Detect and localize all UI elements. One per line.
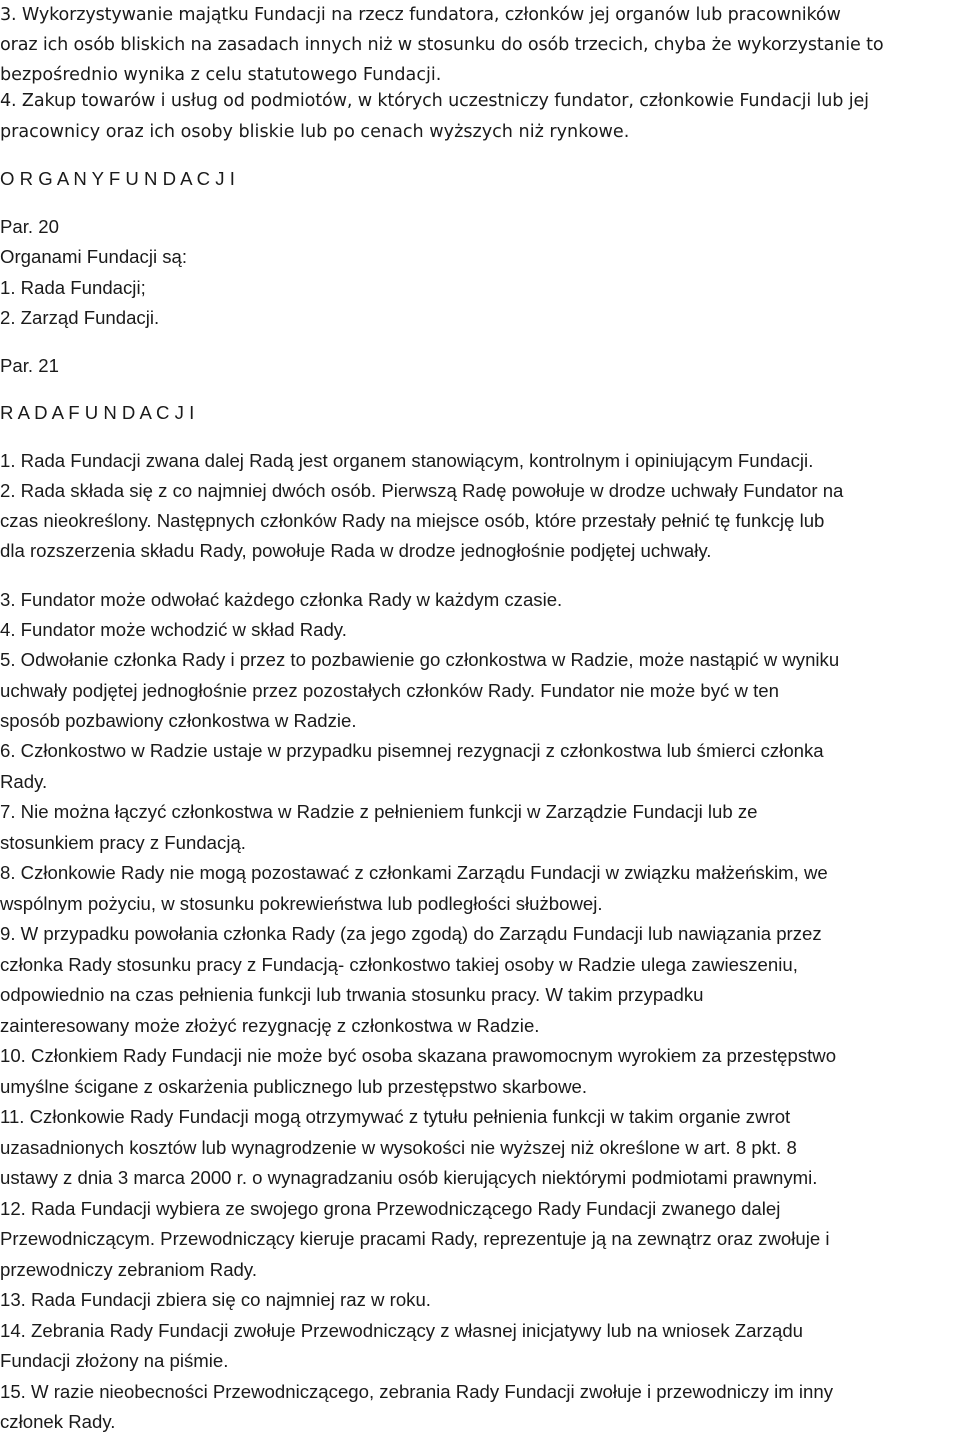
text-line: 8. Członkowie Rady nie mogą pozostawać z członkami Zarządu Fundacji w związku małżeńskim, we <box>0 862 828 883</box>
text-line: 12. Rada Fundacji wybiera ze swojego grona Przewodniczącego Rady Fundacji zwanego dalej <box>0 1198 781 1219</box>
text-line: dla rozszerzenia składu Rady, powołuje Rada w drodze jednogłośnie podjętej uchwały. <box>0 540 712 561</box>
text-line: 9. W przypadku powołania członka Rady (za jego zgodą) do Zarządu Fundacji lub nawiązania przez <box>0 923 822 944</box>
text-line: 4. Fundator może wchodzić w skład Rady. <box>0 619 347 640</box>
text-line: Przewodniczącym. Przewodniczący kieruje pracami Rady, reprezentuje ją na zewnątrz oraz zwołuje i <box>0 1228 830 1249</box>
text-line: 10. Członkiem Rady Fundacji nie może być osoba skazana prawomocnym wyrokiem za przestępstwo <box>0 1045 837 1066</box>
text-line: 3. Fundator może odwołać każdego członka Rady w każdym czasie. <box>0 589 563 610</box>
list-item: 1. Rada Fundacji; <box>0 277 146 298</box>
paragraph-number: Par. 21 <box>0 355 59 376</box>
text-line: wspólnym pożyciu, w stosunku pokrewieństwa lub podległości służbowej. <box>0 893 603 914</box>
text-line: odpowiednio na czas pełnienia funkcji lub trwania stosunku pracy. W takim przypadku <box>0 984 704 1005</box>
text-line: 7. Nie można łączyć członkostwa w Radzie z pełnieniem funkcji w Zarządzie Fundacji lub ze <box>0 801 758 822</box>
text-line: przewodniczy zebraniom Rady. <box>0 1259 257 1280</box>
text-line: 15. W razie nieobecności Przewodniczącego, zebrania Rady Fundacji zwołuje i przewodniczy im inny <box>0 1381 833 1402</box>
text-line: Organami Fundacji są: <box>0 246 188 267</box>
text-line: stosunkiem pracy z Fundacją. <box>0 832 246 853</box>
text-line: 5. Odwołanie członka Rady i przez to pozbawienie go członkostwa w Radzie, może nastąpić w wyniku <box>0 649 840 670</box>
text-line: uzasadnionych kosztów lub wynagrodzenie w wysokości nie wyższej niż określone w art. 8 pkt. 8 <box>0 1137 797 1158</box>
text-line: 6. Członkostwo w Radzie ustaje w przypadku pisemnej rezygnacji z członkostwa lub śmierci członka <box>0 740 824 761</box>
list-item: 2. Zarząd Fundacji. <box>0 307 160 328</box>
paragraph-number: Par. 20 <box>0 216 59 237</box>
text-line: 13. Rada Fundacji zbiera się co najmniej raz w roku. <box>0 1289 431 1310</box>
text-line: czas nieokreślony. Następnych członków Rady na miejsce osób, które przestały pełnić tę funkcję lub <box>0 510 825 531</box>
text-line: 1. Rada Fundacji zwana dalej Radą jest organem stanowiącym, kontrolnym i opiniującym Fundacji. <box>0 450 814 471</box>
text-line: bezpośrednio wynika z celu statutowego Fundacji. <box>0 65 442 85</box>
text-line: zainteresowany może złożyć rezygnację z członkostwa w Radzie. <box>0 1015 540 1036</box>
text-line: Rady. <box>0 771 48 792</box>
text-line: 3. Wykorzystywanie majątku Fundacji na rzecz fundatora, członków jej organów lub pracowników <box>0 5 841 25</box>
text-line: pracownicy oraz ich osoby bliskie lub po cenach wyższych niż rynkowe. <box>0 122 630 142</box>
text-line: uchwały podjętej jednogłośnie przez pozostałych członków Rady. Fundator nie może być w ten <box>0 680 779 701</box>
text-line: 2. Rada składa się z co najmniej dwóch osób. Pierwszą Radę powołuje w drodze uchwały Fundator na <box>0 480 844 501</box>
text-line: ustawy z dnia 3 marca 2000 r. o wynagradzaniu osób kierujących niektórymi podmiotami prawnymi. <box>0 1167 818 1188</box>
text-line: 11. Członkowie Rady Fundacji mogą otrzymywać z tytułu pełnienia funkcji w takim organie zwrot <box>0 1106 791 1127</box>
text-line: oraz ich osób bliskich na zasadach innych niż w stosunku do osób trzecich, chyba że wykorzystanie to <box>0 35 884 55</box>
text-line: 4. Zakup towarów i usług od podmiotów, w których uczestniczy fundator, członkowie Fundacji lub jej <box>0 91 869 111</box>
section-heading-rada: R A D A F U N D A C J I <box>0 402 195 423</box>
text-line: sposób pozbawiony członkostwa w Radzie. <box>0 710 357 731</box>
text-line: Fundacji złożony na piśmie. <box>0 1350 229 1371</box>
text-line: umyślne ścigane z oskarżenia publicznego lub przestępstwo skarbowe. <box>0 1076 588 1097</box>
section-heading-organy: O R G A N Y F U N D A C J I <box>0 168 235 189</box>
text-line: członek Rady. <box>0 1411 116 1432</box>
text-line: 14. Zebrania Rady Fundacji zwołuje Przewodniczący z własnej inicjatywy lub na wniosek Zarządu <box>0 1320 804 1341</box>
text-line: członka Rady stosunku pracy z Fundacją- członkostwo takiej osoby w Radzie ulega zawieszeniu, <box>0 954 798 975</box>
